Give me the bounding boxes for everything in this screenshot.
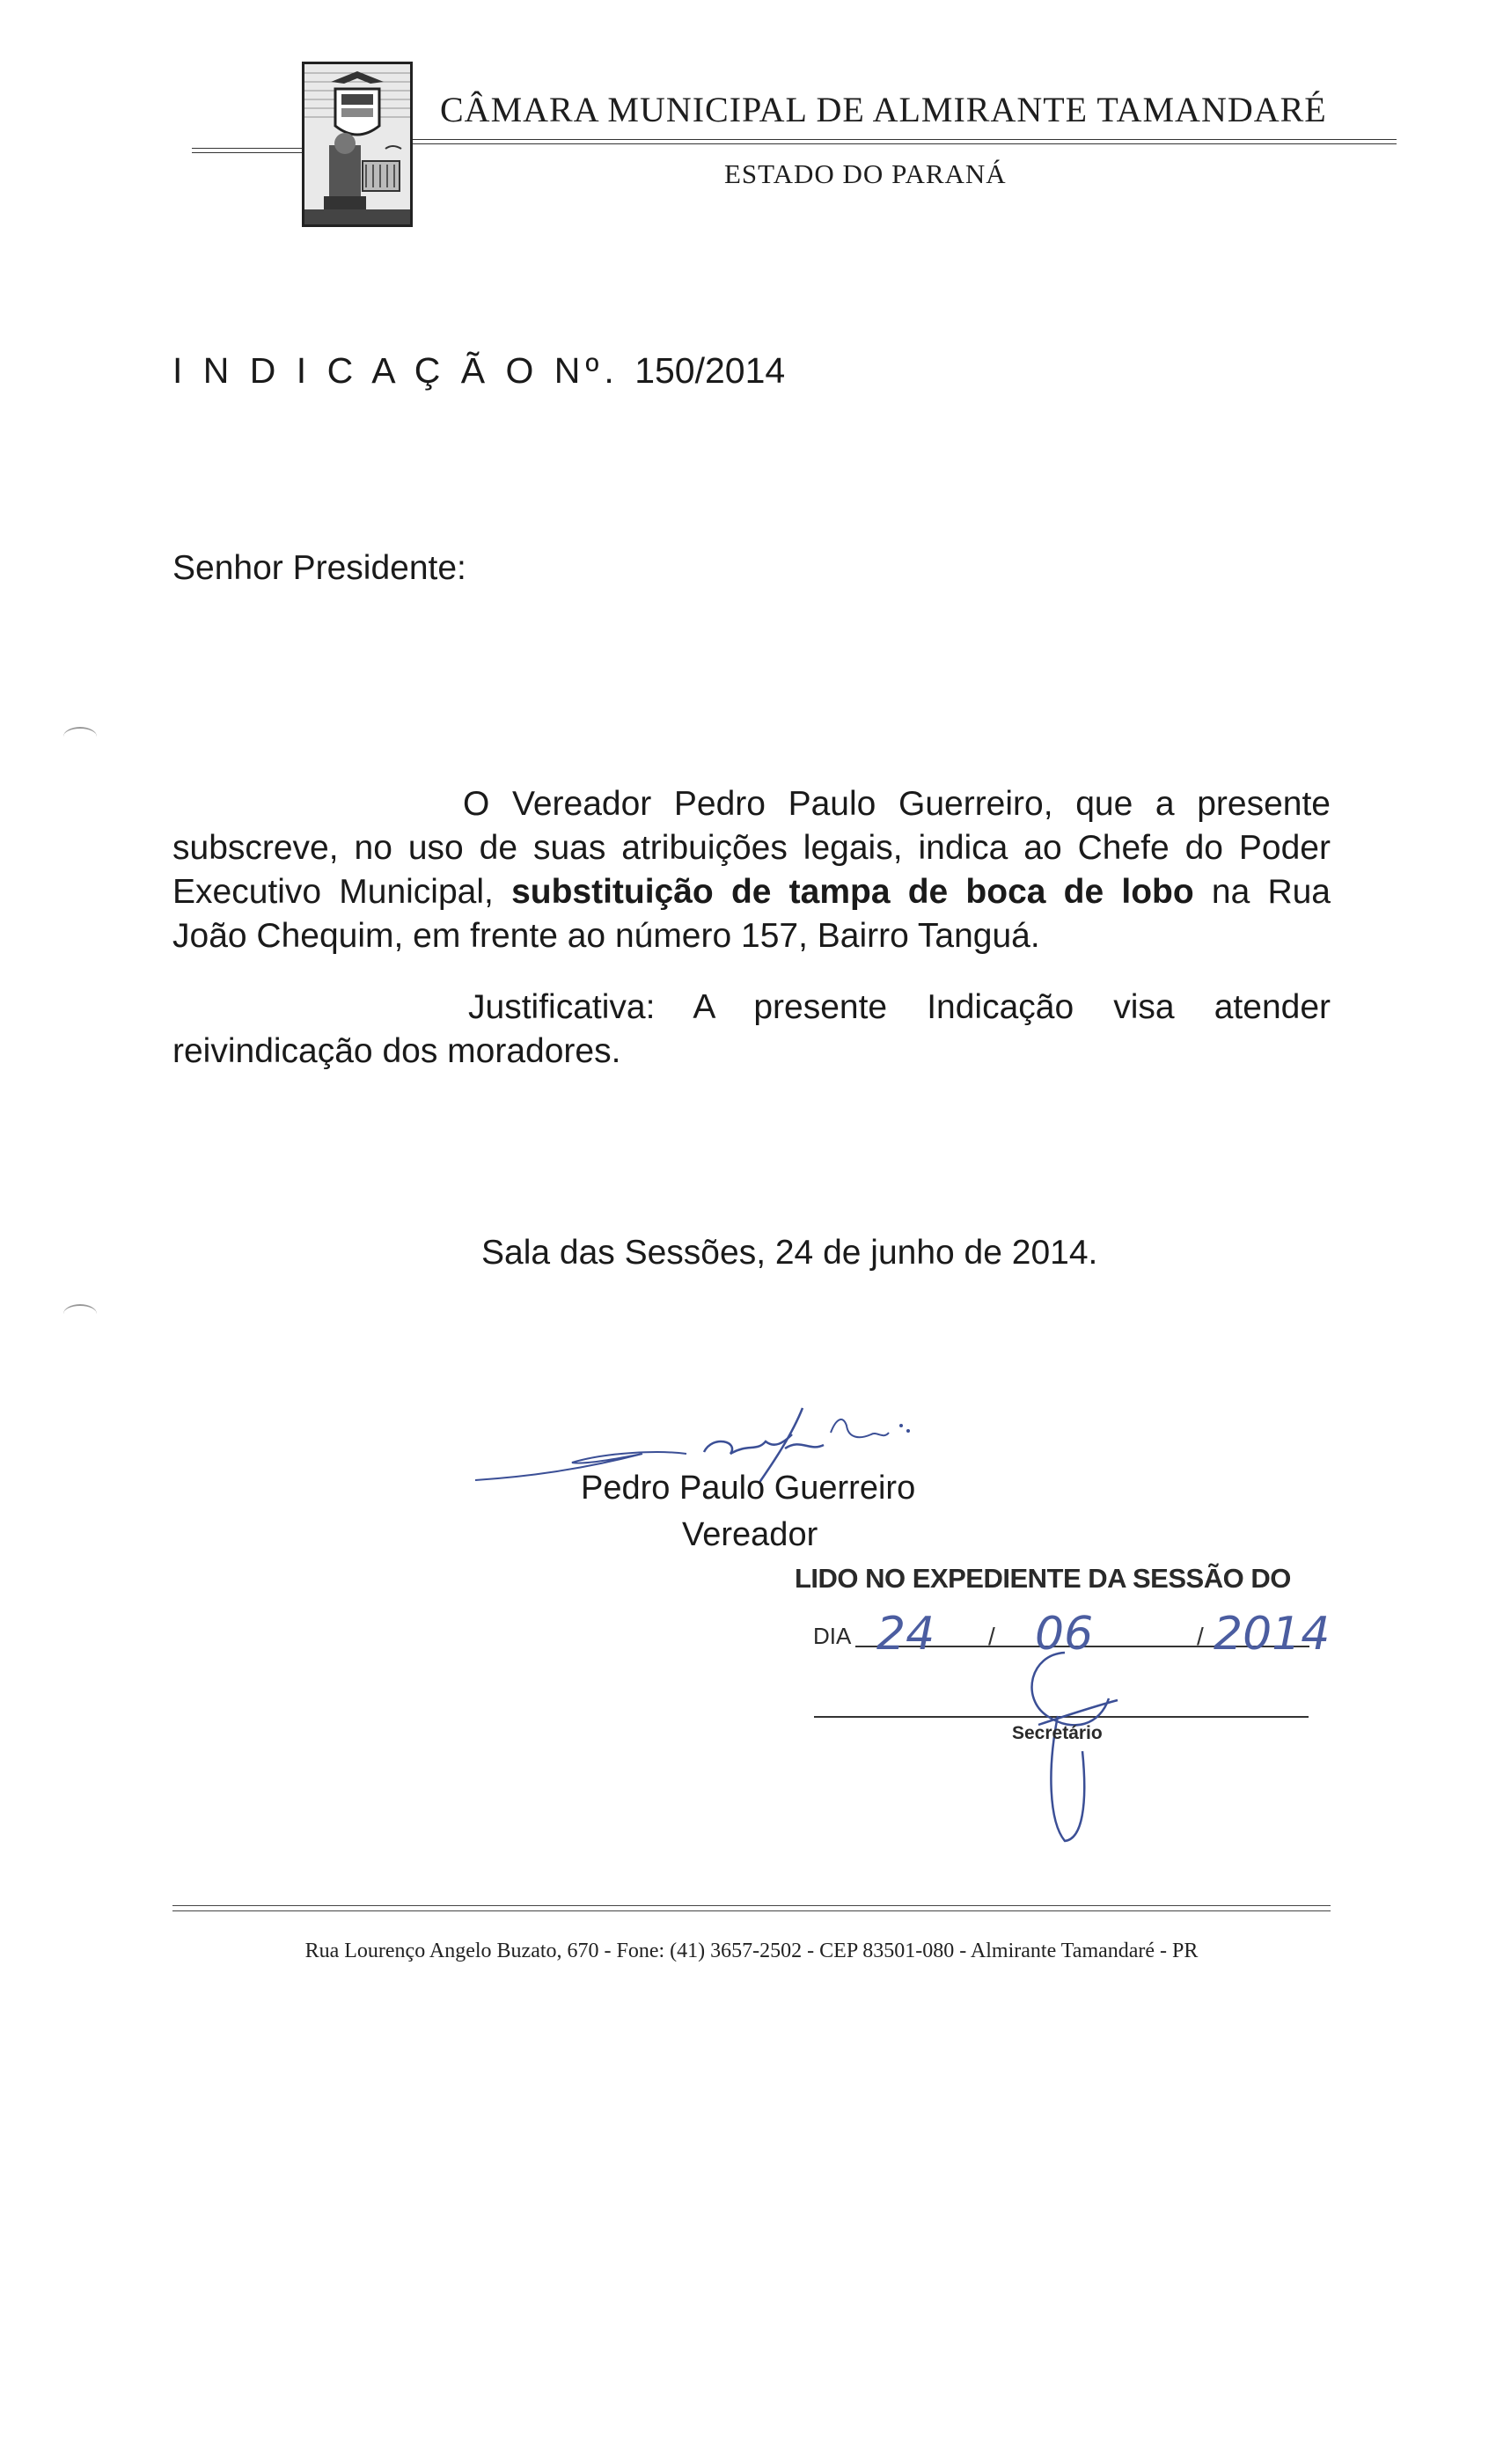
chamber-name: CÂMARA MUNICIPAL DE ALMIRANTE TAMANDARÉ — [440, 90, 1327, 129]
body-paragraph — [172, 782, 1331, 958]
stamp-year-handwritten — [1210, 1591, 1333, 1661]
document-title — [172, 350, 785, 392]
secretary-initials-icon — [1003, 1646, 1126, 1848]
closing-line: Sala das Sessões, 24 de junho de 2014. — [481, 1234, 1098, 1272]
stamp-separator: / — [988, 1623, 995, 1650]
paragraph-bold-text: substituição de tampa de boca de lobo — [511, 873, 1194, 911]
signer-name: Pedro Paulo Guerreiro — [581, 1470, 916, 1507]
justification-text: Justificativa: A presente Indicação visa atender reivindicação dos moradores. — [172, 988, 1331, 1070]
stamp-day-handwritten — [871, 1591, 994, 1661]
municipal-coat-of-arms-icon — [302, 62, 413, 227]
stamp-title: LIDO NO EXPEDIENTE DA SESSÃO DO — [795, 1563, 1291, 1594]
header-rule — [192, 148, 302, 149]
justification-paragraph — [172, 986, 1331, 1074]
paragraph-text: O Vereador Pedro Paulo Guerreiro, que a presente subscreve, no uso de suas atribuições legais, indica ao Chefe do Poder Executivo Municipal, — [172, 785, 1331, 911]
stamp-day-label: DIA — [813, 1623, 852, 1649]
header-rule — [413, 139, 1397, 140]
paragraph-text: na Rua João Chequim, em frente ao número 157, Bairro Tanguá. — [172, 873, 1331, 955]
stamp-separator: / — [1197, 1623, 1204, 1650]
state-name: ESTADO DO PARANÁ — [724, 158, 1007, 189]
footer-rule — [172, 1910, 1331, 1911]
header-rule — [413, 143, 1397, 144]
footer-address: Rua Lourenço Angelo Buzato, 670 - Fone: (41) 3657-2502 - CEP 83501-080 - Almirante Tamandaré - PR — [304, 1940, 1199, 1962]
indicacao-label: I N D I C A Ç Ã O Nº. — [172, 350, 620, 391]
svg-text:24: 24 — [876, 1608, 935, 1661]
svg-text:06: 06 — [1035, 1608, 1094, 1661]
stamp-secretary-label: Secretário — [1012, 1723, 1103, 1743]
greeting: Senhor Presidente: — [172, 549, 466, 587]
signer-role: Vereador — [682, 1516, 818, 1553]
footer-rule — [172, 1905, 1331, 1906]
header-rule — [192, 152, 302, 153]
hole-punch-mark — [63, 727, 97, 746]
hole-punch-mark — [63, 1304, 97, 1324]
svg-text:2014: 2014 — [1214, 1608, 1331, 1661]
indicacao-number: 150/2014 — [634, 350, 786, 391]
